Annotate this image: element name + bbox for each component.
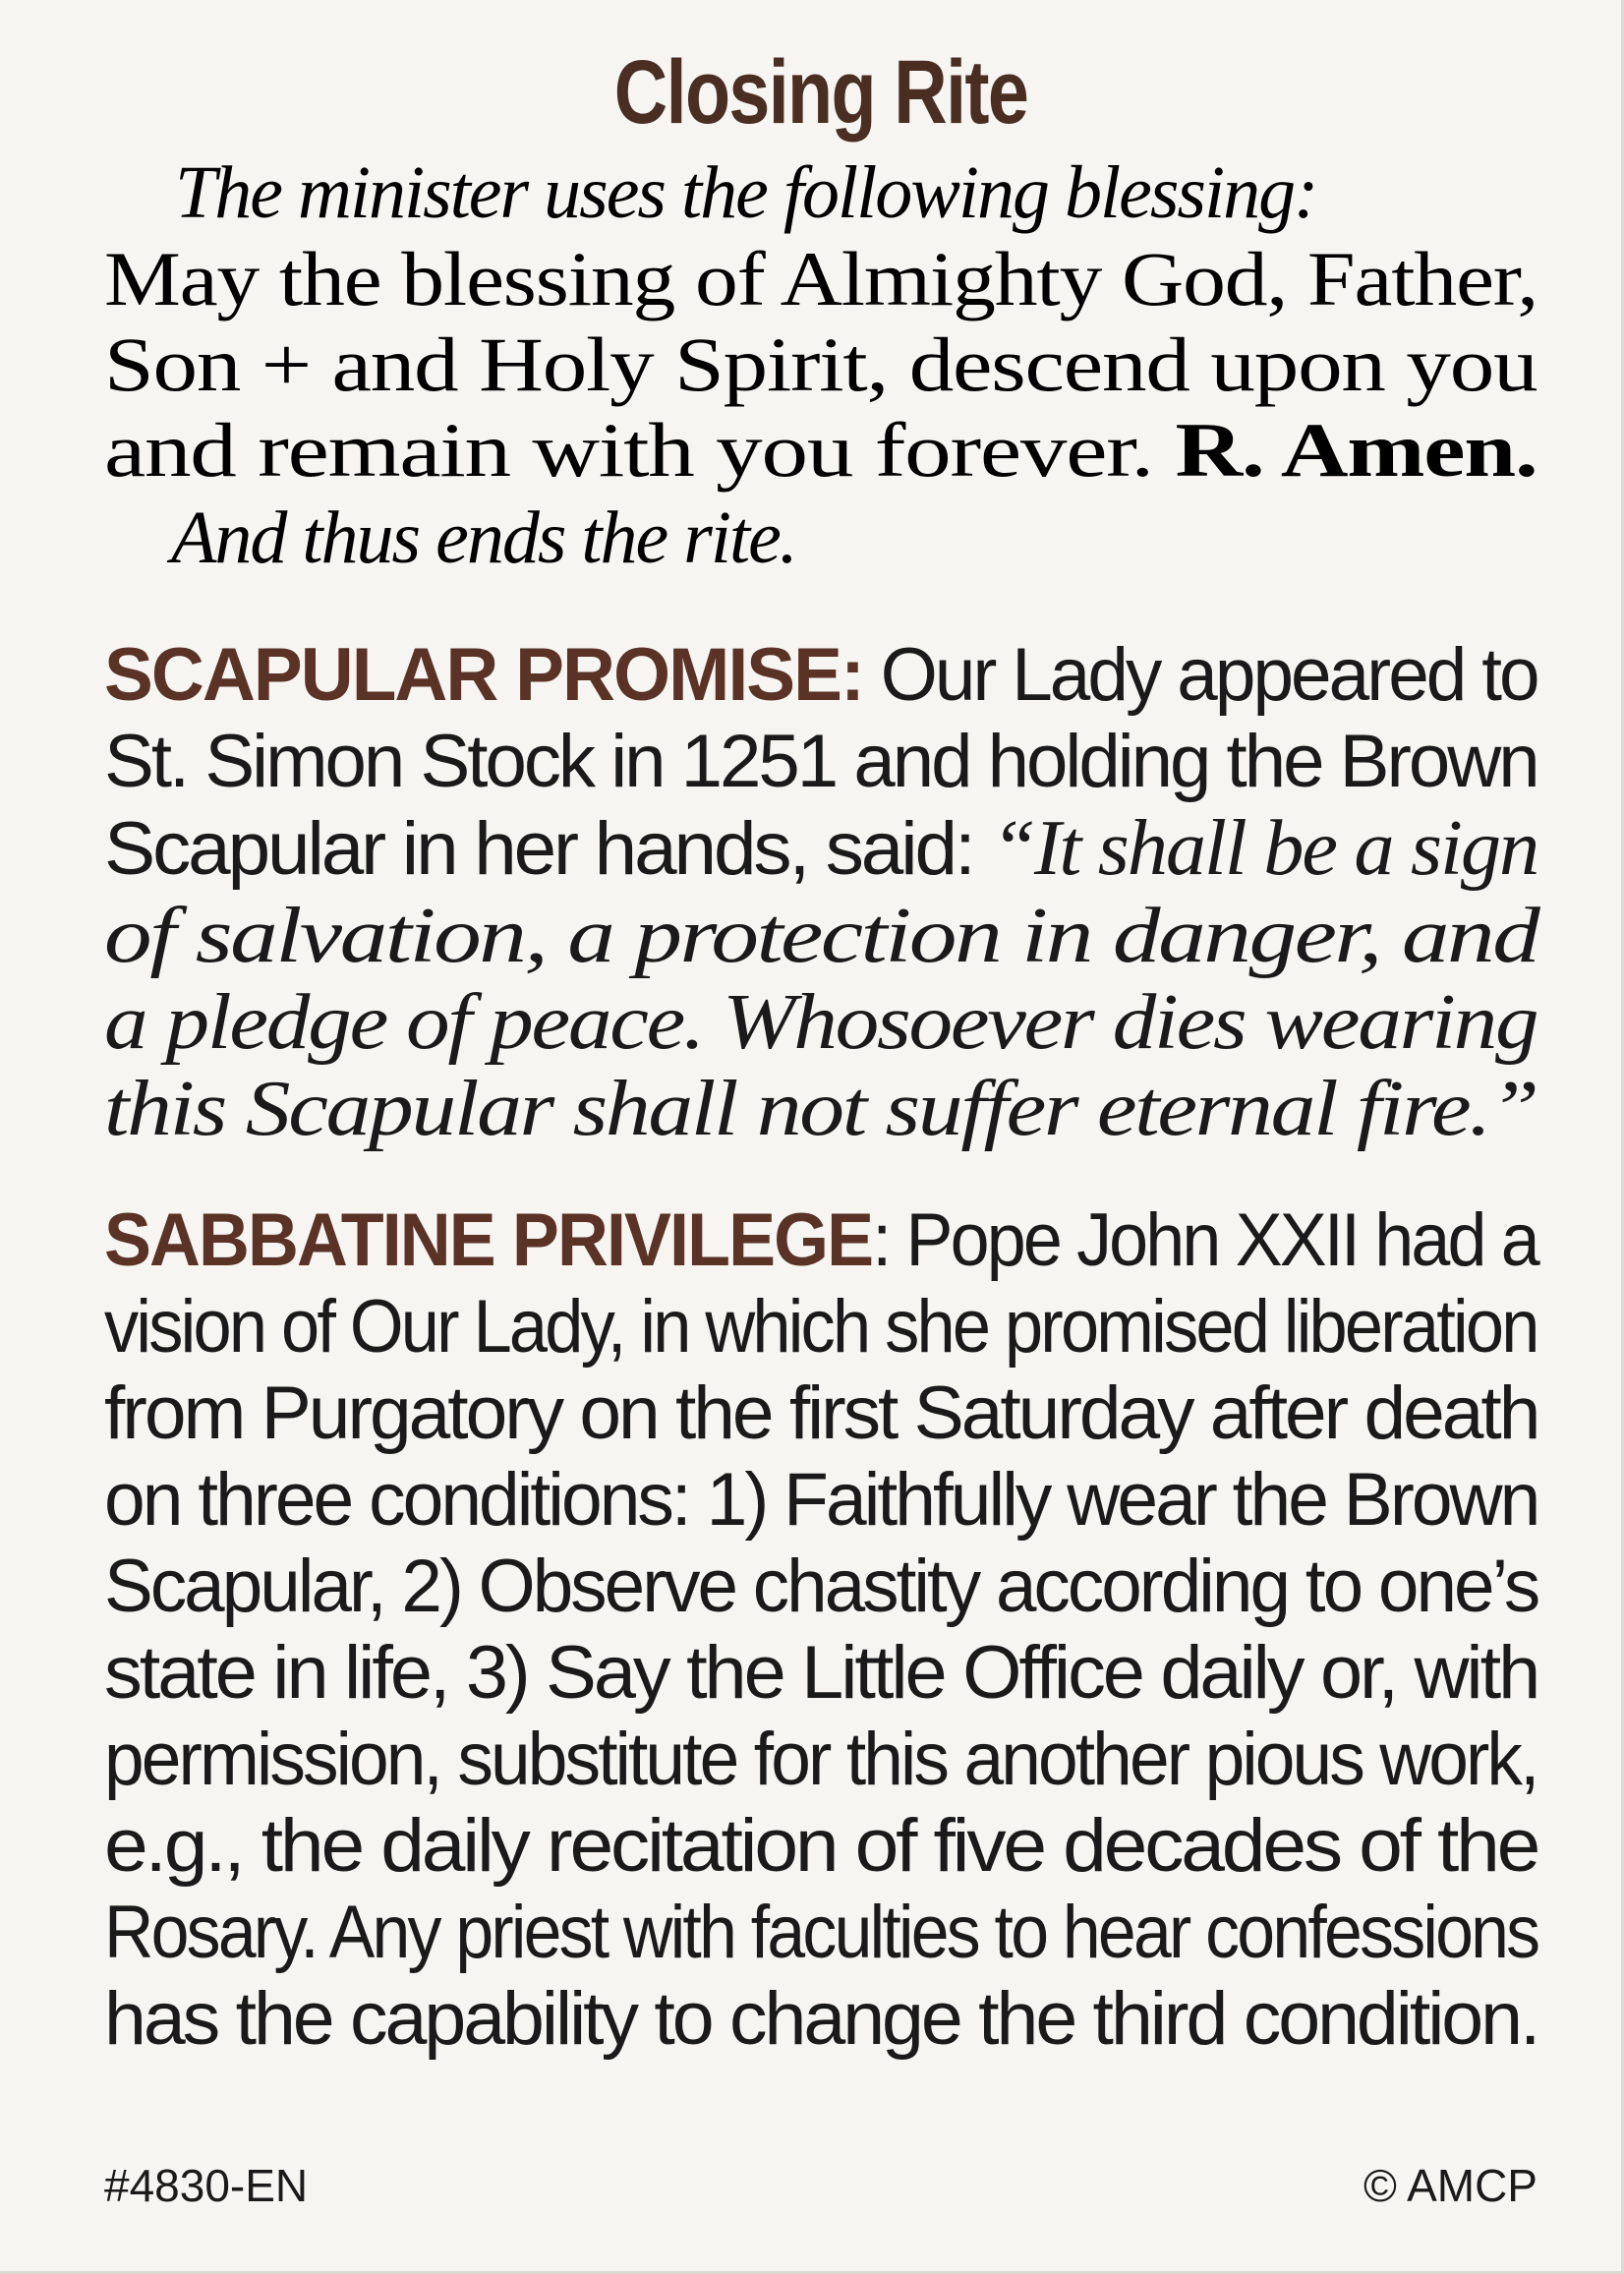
sabbatine-line-8: e.g., the daily recitation of five decades of the [104, 1804, 1538, 1888]
blessing-line-3-text: and remain with you forever. [104, 407, 1176, 493]
sabbatine-line-9: Rosary. Any priest with faculties to hear confessions [104, 1891, 1538, 1974]
rubric-intro: The minister uses the following blessing: [175, 151, 1317, 234]
sabbatine-line-7: permission, substitute for this another pious work, [104, 1718, 1537, 1801]
scapular-quote-line-6: this Scapular shall not suffer eternal fire.” [104, 1066, 1537, 1152]
sabbatine-line-1-text: : Pope John XXII had a [872, 1198, 1537, 1282]
scapular-quote-line-4: of salvation, a protection in danger, and [104, 893, 1538, 979]
sabbatine-line-2: vision of Our Lady, in which she promised liberation [104, 1285, 1537, 1369]
scapular-line-3-text: Scapular in her hands, said: [104, 807, 992, 891]
rubric-end: And thus ends the rite. [171, 496, 796, 579]
blessing-line-3 [104, 407, 1624, 493]
copyright-notice: © AMCP [1363, 2160, 1537, 2211]
scapular-quote-start: “It shall be a sign [991, 805, 1538, 892]
blessing-text [104, 236, 1537, 493]
scapular-quote-line-5: a pledge of peace. Whosoever dies wearing [104, 979, 1537, 1066]
sabbatine-privilege-section [104, 1197, 1537, 2063]
sabbatine-line-3: from Purgatory on the first Saturday after death [104, 1371, 1538, 1455]
sabbatine-line-4: on three conditions: 1) Faithfully wear the Brown [104, 1458, 1538, 1542]
scapular-promise-section [104, 632, 1537, 1152]
scapular-line-2: St. Simon Stock in 1251 and holding the Brown [104, 720, 1537, 803]
blessing-line-1: May the blessing of Almighty God, Father, [104, 236, 1538, 321]
scapular-line-1 [104, 632, 1537, 719]
sabbatine-line-1 [104, 1197, 1537, 1284]
sabbatine-line-5: Scapular, 2) Observe chastity according to one’s [104, 1545, 1538, 1628]
sabbatine-privilege-heading: SABBATINE PRIVILEGE [104, 1198, 873, 1282]
blessing-line-2: Son + and Holy Spirit, descend upon you [104, 321, 1537, 407]
card-content [104, 43, 1537, 2063]
scapular-line-1-text: Our Lady appeared to [862, 633, 1537, 717]
sabbatine-line-10: has the capability to change the third condition. [104, 1977, 1538, 2061]
scapular-line-3 [104, 805, 1580, 893]
sabbatine-line-6: state in life, 3) Say the Little Office daily or, with [104, 1631, 1538, 1715]
product-code: #4830-EN [104, 2160, 309, 2211]
page-title: Closing Rite [613, 42, 1028, 143]
scapular-promise-heading: SCAPULAR PROMISE: [104, 633, 863, 717]
response-amen: R. Amen. [1175, 407, 1537, 493]
